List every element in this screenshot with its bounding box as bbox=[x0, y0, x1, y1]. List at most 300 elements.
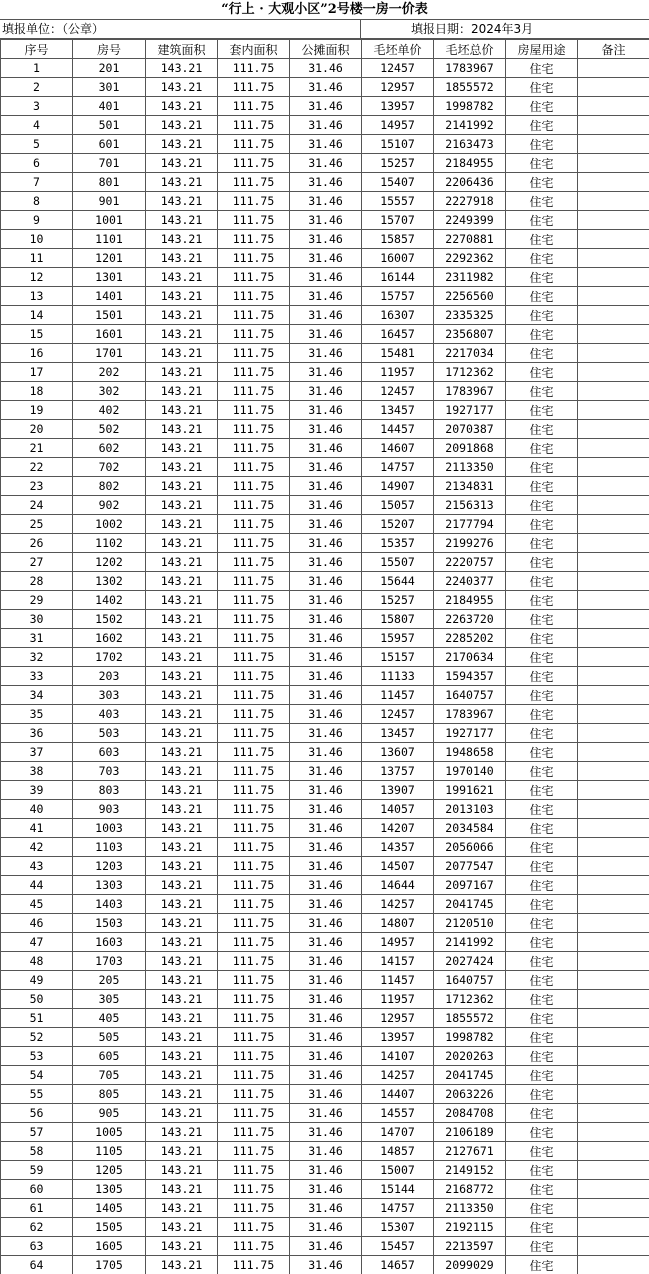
table-row bbox=[1, 971, 649, 990]
cell-unit-price: 12457 bbox=[362, 59, 434, 78]
cell-shared-area: 31.46 bbox=[290, 306, 362, 325]
cell-net-area: 111.75 bbox=[218, 838, 290, 857]
cell-unit-price: 13757 bbox=[362, 762, 434, 781]
cell-room: 1305 bbox=[73, 1180, 146, 1199]
cell-usage: 住宅 bbox=[506, 1123, 578, 1142]
cell-remarks bbox=[578, 762, 649, 781]
cell-unit-price: 12457 bbox=[362, 382, 434, 401]
cell-remarks bbox=[578, 629, 649, 648]
cell-net-area: 111.75 bbox=[218, 648, 290, 667]
cell-remarks bbox=[578, 1123, 649, 1142]
table-row bbox=[1, 876, 649, 895]
table-row bbox=[1, 1256, 649, 1274]
cell-shared-area: 31.46 bbox=[290, 667, 362, 686]
cell-net-area: 111.75 bbox=[218, 781, 290, 800]
cell-shared-area: 31.46 bbox=[290, 382, 362, 401]
cell-unit-price: 14907 bbox=[362, 477, 434, 496]
cell-remarks bbox=[578, 724, 649, 743]
cell-unit-price: 15207 bbox=[362, 515, 434, 534]
cell-total-price: 2311982 bbox=[434, 268, 506, 287]
cell-gross-area: 143.21 bbox=[146, 230, 218, 249]
cell-usage: 住宅 bbox=[506, 553, 578, 572]
cell-remarks bbox=[578, 192, 649, 211]
cell-gross-area: 143.21 bbox=[146, 211, 218, 230]
cell-shared-area: 31.46 bbox=[290, 1028, 362, 1047]
cell-remarks bbox=[578, 1237, 649, 1256]
cell-remarks bbox=[578, 173, 649, 192]
header-row bbox=[1, 40, 649, 59]
cell-shared-area: 31.46 bbox=[290, 173, 362, 192]
cell-net-area: 111.75 bbox=[218, 1237, 290, 1256]
cell-total-price: 2213597 bbox=[434, 1237, 506, 1256]
cell-shared-area: 31.46 bbox=[290, 534, 362, 553]
cell-room: 802 bbox=[73, 477, 146, 496]
cell-room: 1705 bbox=[73, 1256, 146, 1274]
cell-remarks bbox=[578, 895, 649, 914]
cell-room: 501 bbox=[73, 116, 146, 135]
cell-net-area: 111.75 bbox=[218, 572, 290, 591]
table-row bbox=[1, 914, 649, 933]
cell-usage: 住宅 bbox=[506, 211, 578, 230]
cell-unit-price: 11133 bbox=[362, 667, 434, 686]
cell-net-area: 111.75 bbox=[218, 116, 290, 135]
cell-usage: 住宅 bbox=[506, 1256, 578, 1274]
cell-gross-area: 143.21 bbox=[146, 344, 218, 363]
table-row bbox=[1, 439, 649, 458]
cell-gross-area: 143.21 bbox=[146, 762, 218, 781]
cell-remarks bbox=[578, 572, 649, 591]
cell-gross-area: 143.21 bbox=[146, 1142, 218, 1161]
cell-shared-area: 31.46 bbox=[290, 268, 362, 287]
cell-unit-price: 14707 bbox=[362, 1123, 434, 1142]
cell-shared-area: 31.46 bbox=[290, 990, 362, 1009]
cell-shared-area: 31.46 bbox=[290, 363, 362, 382]
cell-usage: 住宅 bbox=[506, 743, 578, 762]
cell-usage: 住宅 bbox=[506, 1047, 578, 1066]
cell-net-area: 111.75 bbox=[218, 990, 290, 1009]
cell-index: 46 bbox=[1, 914, 73, 933]
cell-gross-area: 143.21 bbox=[146, 78, 218, 97]
cell-gross-area: 143.21 bbox=[146, 724, 218, 743]
cell-total-price: 2106189 bbox=[434, 1123, 506, 1142]
cell-net-area: 111.75 bbox=[218, 458, 290, 477]
cell-usage: 住宅 bbox=[506, 59, 578, 78]
cell-index: 32 bbox=[1, 648, 73, 667]
cell-index: 17 bbox=[1, 363, 73, 382]
cell-shared-area: 31.46 bbox=[290, 914, 362, 933]
cell-unit-price: 16457 bbox=[362, 325, 434, 344]
cell-shared-area: 31.46 bbox=[290, 1104, 362, 1123]
cell-index: 30 bbox=[1, 610, 73, 629]
cell-total-price: 2097167 bbox=[434, 876, 506, 895]
cell-remarks bbox=[578, 838, 649, 857]
cell-gross-area: 143.21 bbox=[146, 173, 218, 192]
cell-remarks bbox=[578, 211, 649, 230]
table-row bbox=[1, 1104, 649, 1123]
cell-unit-price: 14207 bbox=[362, 819, 434, 838]
cell-room: 1105 bbox=[73, 1142, 146, 1161]
cell-remarks bbox=[578, 78, 649, 97]
cell-gross-area: 143.21 bbox=[146, 1066, 218, 1085]
cell-usage: 住宅 bbox=[506, 971, 578, 990]
table-row bbox=[1, 306, 649, 325]
cell-unit-price: 12957 bbox=[362, 78, 434, 97]
cell-remarks bbox=[578, 515, 649, 534]
cell-usage: 住宅 bbox=[506, 249, 578, 268]
cell-room: 902 bbox=[73, 496, 146, 515]
cell-index: 25 bbox=[1, 515, 73, 534]
cell-room: 1405 bbox=[73, 1199, 146, 1218]
cell-net-area: 111.75 bbox=[218, 515, 290, 534]
cell-shared-area: 31.46 bbox=[290, 1123, 362, 1142]
cell-total-price: 2156313 bbox=[434, 496, 506, 515]
cell-net-area: 111.75 bbox=[218, 59, 290, 78]
cell-usage: 住宅 bbox=[506, 135, 578, 154]
cell-shared-area: 31.46 bbox=[290, 230, 362, 249]
col-header-gross-area: 建筑面积 bbox=[146, 40, 218, 59]
cell-total-price: 1640757 bbox=[434, 971, 506, 990]
cell-index: 7 bbox=[1, 173, 73, 192]
cell-unit-price: 14757 bbox=[362, 1199, 434, 1218]
cell-usage: 住宅 bbox=[506, 344, 578, 363]
cell-gross-area: 143.21 bbox=[146, 496, 218, 515]
table-row bbox=[1, 895, 649, 914]
cell-usage: 住宅 bbox=[506, 667, 578, 686]
cell-index: 19 bbox=[1, 401, 73, 420]
table-row bbox=[1, 629, 649, 648]
cell-gross-area: 143.21 bbox=[146, 249, 218, 268]
cell-remarks bbox=[578, 1142, 649, 1161]
cell-gross-area: 143.21 bbox=[146, 1028, 218, 1047]
cell-total-price: 2113350 bbox=[434, 458, 506, 477]
cell-usage: 住宅 bbox=[506, 591, 578, 610]
cell-total-price: 2292362 bbox=[434, 249, 506, 268]
cell-usage: 住宅 bbox=[506, 895, 578, 914]
cell-index: 12 bbox=[1, 268, 73, 287]
cell-unit-price: 14957 bbox=[362, 116, 434, 135]
cell-unit-price: 14957 bbox=[362, 933, 434, 952]
table-row bbox=[1, 648, 649, 667]
cell-index: 44 bbox=[1, 876, 73, 895]
cell-remarks bbox=[578, 1066, 649, 1085]
table-row bbox=[1, 553, 649, 572]
cell-gross-area: 143.21 bbox=[146, 990, 218, 1009]
cell-shared-area: 31.46 bbox=[290, 895, 362, 914]
cell-gross-area: 143.21 bbox=[146, 154, 218, 173]
cell-gross-area: 143.21 bbox=[146, 363, 218, 382]
cell-net-area: 111.75 bbox=[218, 857, 290, 876]
cell-shared-area: 31.46 bbox=[290, 705, 362, 724]
table-row bbox=[1, 496, 649, 515]
cell-index: 56 bbox=[1, 1104, 73, 1123]
cell-index: 53 bbox=[1, 1047, 73, 1066]
cell-usage: 住宅 bbox=[506, 439, 578, 458]
cell-room: 1402 bbox=[73, 591, 146, 610]
table-row bbox=[1, 154, 649, 173]
cell-remarks bbox=[578, 249, 649, 268]
cell-unit-price: 15144 bbox=[362, 1180, 434, 1199]
cell-net-area: 111.75 bbox=[218, 971, 290, 990]
cell-total-price: 2091868 bbox=[434, 439, 506, 458]
table-row bbox=[1, 933, 649, 952]
table-row bbox=[1, 610, 649, 629]
cell-remarks bbox=[578, 971, 649, 990]
cell-remarks bbox=[578, 230, 649, 249]
cell-index: 59 bbox=[1, 1161, 73, 1180]
cell-gross-area: 143.21 bbox=[146, 838, 218, 857]
cell-total-price: 2134831 bbox=[434, 477, 506, 496]
cell-usage: 住宅 bbox=[506, 705, 578, 724]
cell-shared-area: 31.46 bbox=[290, 287, 362, 306]
table-row bbox=[1, 781, 649, 800]
cell-unit-price: 15707 bbox=[362, 211, 434, 230]
cell-unit-price: 14557 bbox=[362, 1104, 434, 1123]
cell-usage: 住宅 bbox=[506, 230, 578, 249]
cell-usage: 住宅 bbox=[506, 154, 578, 173]
cell-net-area: 111.75 bbox=[218, 724, 290, 743]
cell-gross-area: 143.21 bbox=[146, 1256, 218, 1274]
cell-shared-area: 31.46 bbox=[290, 401, 362, 420]
cell-unit-price: 15807 bbox=[362, 610, 434, 629]
cell-usage: 住宅 bbox=[506, 648, 578, 667]
cell-room: 1302 bbox=[73, 572, 146, 591]
cell-index: 15 bbox=[1, 325, 73, 344]
cell-gross-area: 143.21 bbox=[146, 857, 218, 876]
cell-unit-price: 14457 bbox=[362, 420, 434, 439]
cell-remarks bbox=[578, 1085, 649, 1104]
cell-shared-area: 31.46 bbox=[290, 1256, 362, 1274]
cell-room: 1702 bbox=[73, 648, 146, 667]
cell-shared-area: 31.46 bbox=[290, 1237, 362, 1256]
cell-shared-area: 31.46 bbox=[290, 116, 362, 135]
cell-gross-area: 143.21 bbox=[146, 268, 218, 287]
cell-index: 26 bbox=[1, 534, 73, 553]
cell-total-price: 2141992 bbox=[434, 933, 506, 952]
table-row bbox=[1, 800, 649, 819]
cell-remarks bbox=[578, 1028, 649, 1047]
cell-net-area: 111.75 bbox=[218, 420, 290, 439]
table-row bbox=[1, 819, 649, 838]
cell-total-price: 2206436 bbox=[434, 173, 506, 192]
cell-usage: 住宅 bbox=[506, 268, 578, 287]
table-row bbox=[1, 667, 649, 686]
cell-gross-area: 143.21 bbox=[146, 553, 218, 572]
cell-index: 13 bbox=[1, 287, 73, 306]
cell-shared-area: 31.46 bbox=[290, 97, 362, 116]
cell-usage: 住宅 bbox=[506, 1085, 578, 1104]
cell-usage: 住宅 bbox=[506, 1199, 578, 1218]
cell-gross-area: 143.21 bbox=[146, 192, 218, 211]
cell-unit-price: 11457 bbox=[362, 971, 434, 990]
cell-unit-price: 15857 bbox=[362, 230, 434, 249]
cell-index: 37 bbox=[1, 743, 73, 762]
cell-net-area: 111.75 bbox=[218, 477, 290, 496]
cell-unit-price: 15157 bbox=[362, 648, 434, 667]
cell-unit-price: 14657 bbox=[362, 1256, 434, 1274]
cell-net-area: 111.75 bbox=[218, 230, 290, 249]
cell-shared-area: 31.46 bbox=[290, 1180, 362, 1199]
col-header-usage: 房屋用途 bbox=[506, 40, 578, 59]
cell-net-area: 111.75 bbox=[218, 762, 290, 781]
cell-shared-area: 31.46 bbox=[290, 1142, 362, 1161]
table-row bbox=[1, 857, 649, 876]
cell-usage: 住宅 bbox=[506, 990, 578, 1009]
cell-index: 49 bbox=[1, 971, 73, 990]
cell-index: 50 bbox=[1, 990, 73, 1009]
cell-total-price: 1594357 bbox=[434, 667, 506, 686]
cell-room: 1202 bbox=[73, 553, 146, 572]
cell-net-area: 111.75 bbox=[218, 249, 290, 268]
cell-index: 35 bbox=[1, 705, 73, 724]
cell-index: 52 bbox=[1, 1028, 73, 1047]
cell-net-area: 111.75 bbox=[218, 1028, 290, 1047]
table-row bbox=[1, 97, 649, 116]
cell-index: 43 bbox=[1, 857, 73, 876]
cell-total-price: 2177794 bbox=[434, 515, 506, 534]
cell-index: 47 bbox=[1, 933, 73, 952]
reporting-unit-label: 填报单位：（公章） bbox=[0, 20, 361, 38]
cell-total-price: 2184955 bbox=[434, 591, 506, 610]
cell-remarks bbox=[578, 420, 649, 439]
cell-gross-area: 143.21 bbox=[146, 439, 218, 458]
cell-remarks bbox=[578, 1009, 649, 1028]
cell-room: 1503 bbox=[73, 914, 146, 933]
table-row bbox=[1, 1180, 649, 1199]
cell-room: 901 bbox=[73, 192, 146, 211]
cell-remarks bbox=[578, 553, 649, 572]
cell-total-price: 1855572 bbox=[434, 78, 506, 97]
cell-usage: 住宅 bbox=[506, 306, 578, 325]
table-row bbox=[1, 249, 649, 268]
cell-unit-price: 13457 bbox=[362, 724, 434, 743]
cell-usage: 住宅 bbox=[506, 496, 578, 515]
cell-remarks bbox=[578, 819, 649, 838]
cell-gross-area: 143.21 bbox=[146, 667, 218, 686]
cell-shared-area: 31.46 bbox=[290, 591, 362, 610]
cell-index: 1 bbox=[1, 59, 73, 78]
table-row bbox=[1, 1028, 649, 1047]
cell-remarks bbox=[578, 135, 649, 154]
table-row bbox=[1, 287, 649, 306]
cell-total-price: 2141992 bbox=[434, 116, 506, 135]
cell-gross-area: 143.21 bbox=[146, 1199, 218, 1218]
cell-room: 303 bbox=[73, 686, 146, 705]
table-row bbox=[1, 1009, 649, 1028]
cell-net-area: 111.75 bbox=[218, 306, 290, 325]
cell-gross-area: 143.21 bbox=[146, 1104, 218, 1123]
cell-net-area: 111.75 bbox=[218, 952, 290, 971]
cell-unit-price: 15457 bbox=[362, 1237, 434, 1256]
cell-room: 1502 bbox=[73, 610, 146, 629]
cell-remarks bbox=[578, 268, 649, 287]
cell-index: 36 bbox=[1, 724, 73, 743]
table-row bbox=[1, 78, 649, 97]
table-row bbox=[1, 838, 649, 857]
cell-total-price: 1991621 bbox=[434, 781, 506, 800]
cell-unit-price: 14107 bbox=[362, 1047, 434, 1066]
cell-total-price: 2127671 bbox=[434, 1142, 506, 1161]
cell-gross-area: 143.21 bbox=[146, 876, 218, 895]
cell-shared-area: 31.46 bbox=[290, 819, 362, 838]
cell-total-price: 2270881 bbox=[434, 230, 506, 249]
cell-total-price: 1855572 bbox=[434, 1009, 506, 1028]
cell-gross-area: 143.21 bbox=[146, 572, 218, 591]
cell-shared-area: 31.46 bbox=[290, 1161, 362, 1180]
cell-shared-area: 31.46 bbox=[290, 1009, 362, 1028]
cell-remarks bbox=[578, 800, 649, 819]
cell-index: 54 bbox=[1, 1066, 73, 1085]
cell-remarks bbox=[578, 344, 649, 363]
cell-unit-price: 14607 bbox=[362, 439, 434, 458]
cell-shared-area: 31.46 bbox=[290, 325, 362, 344]
cell-remarks bbox=[578, 325, 649, 344]
cell-net-area: 111.75 bbox=[218, 1218, 290, 1237]
cell-remarks bbox=[578, 686, 649, 705]
cell-total-price: 2227918 bbox=[434, 192, 506, 211]
table-row bbox=[1, 192, 649, 211]
cell-unit-price: 11957 bbox=[362, 363, 434, 382]
cell-room: 1201 bbox=[73, 249, 146, 268]
cell-remarks bbox=[578, 534, 649, 553]
cell-gross-area: 143.21 bbox=[146, 116, 218, 135]
cell-usage: 住宅 bbox=[506, 116, 578, 135]
cell-remarks bbox=[578, 857, 649, 876]
cell-shared-area: 31.46 bbox=[290, 553, 362, 572]
cell-gross-area: 143.21 bbox=[146, 458, 218, 477]
cell-net-area: 111.75 bbox=[218, 819, 290, 838]
cell-usage: 住宅 bbox=[506, 781, 578, 800]
cell-room: 602 bbox=[73, 439, 146, 458]
cell-shared-area: 31.46 bbox=[290, 781, 362, 800]
sheet-meta bbox=[0, 20, 649, 39]
cell-unit-price: 15107 bbox=[362, 135, 434, 154]
table-row bbox=[1, 401, 649, 420]
cell-index: 2 bbox=[1, 78, 73, 97]
cell-remarks bbox=[578, 1161, 649, 1180]
cell-remarks bbox=[578, 591, 649, 610]
cell-usage: 住宅 bbox=[506, 458, 578, 477]
cell-index: 8 bbox=[1, 192, 73, 211]
cell-net-area: 111.75 bbox=[218, 1104, 290, 1123]
cell-gross-area: 143.21 bbox=[146, 1180, 218, 1199]
cell-remarks bbox=[578, 97, 649, 116]
cell-net-area: 111.75 bbox=[218, 895, 290, 914]
cell-index: 29 bbox=[1, 591, 73, 610]
cell-room: 1403 bbox=[73, 895, 146, 914]
cell-total-price: 2168772 bbox=[434, 1180, 506, 1199]
cell-remarks bbox=[578, 477, 649, 496]
cell-net-area: 111.75 bbox=[218, 192, 290, 211]
cell-net-area: 111.75 bbox=[218, 914, 290, 933]
cell-net-area: 111.75 bbox=[218, 1123, 290, 1142]
table-row bbox=[1, 1123, 649, 1142]
cell-gross-area: 143.21 bbox=[146, 287, 218, 306]
cell-room: 703 bbox=[73, 762, 146, 781]
cell-remarks bbox=[578, 116, 649, 135]
cell-room: 903 bbox=[73, 800, 146, 819]
cell-room: 601 bbox=[73, 135, 146, 154]
cell-room: 201 bbox=[73, 59, 146, 78]
table-row bbox=[1, 591, 649, 610]
cell-unit-price: 14407 bbox=[362, 1085, 434, 1104]
cell-room: 603 bbox=[73, 743, 146, 762]
cell-room: 202 bbox=[73, 363, 146, 382]
cell-usage: 住宅 bbox=[506, 610, 578, 629]
cell-unit-price: 16307 bbox=[362, 306, 434, 325]
cell-shared-area: 31.46 bbox=[290, 686, 362, 705]
cell-usage: 住宅 bbox=[506, 1066, 578, 1085]
cell-unit-price: 14507 bbox=[362, 857, 434, 876]
